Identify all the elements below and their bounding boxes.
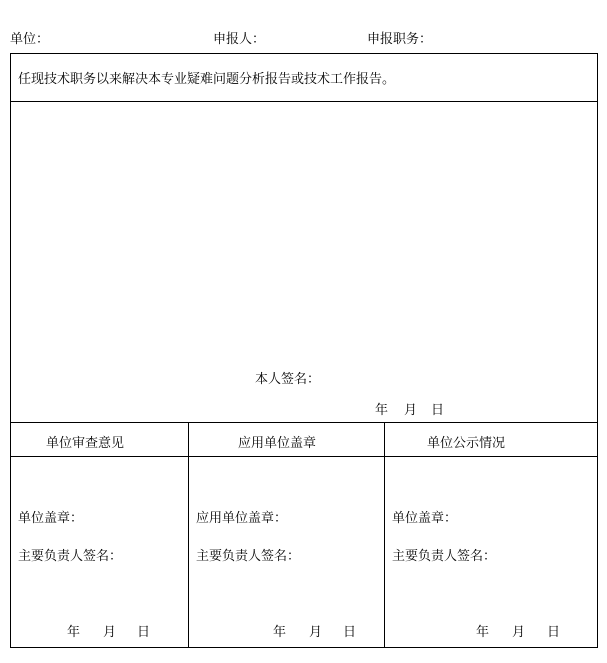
date-day: 日 [547,625,561,640]
date-year: 年 [273,625,287,640]
signer-label: 主要负责人签名： [392,549,497,564]
seal-label: 单位盖章： [18,511,84,526]
column-header: 单位审查意见 [46,436,125,451]
unit-label: 单位： [10,32,50,47]
date-month: 月 [404,403,418,418]
column-divider-2 [384,422,385,648]
signer-label: 主要负责人签名： [196,549,301,564]
position-label: 申报职务： [367,32,433,47]
column-header: 应用单位盖章 [238,436,317,451]
table-left-border [10,53,11,648]
column-header: 单位公示情况 [427,436,506,451]
report-section-bottom-border [10,422,598,423]
table-bottom-border [10,647,598,648]
table-top-border [10,53,598,54]
instruction-row-divider [10,101,598,102]
seal-label: 单位盖章： [392,511,458,526]
date-year: 年 [67,625,81,640]
date-day: 日 [137,625,151,640]
column-header-divider [10,456,598,457]
date-month: 月 [512,625,526,640]
date-day: 日 [431,403,445,418]
date-month: 月 [103,625,117,640]
date-year: 年 [476,625,490,640]
signer-label: 主要负责人签名： [18,549,123,564]
seal-label: 应用单位盖章： [196,511,288,526]
date-month: 月 [309,625,323,640]
date-day: 日 [343,625,357,640]
signature-label: 本人签名： [255,372,321,387]
table-right-border [597,53,598,648]
applicant-label: 申报人： [213,32,266,47]
column-divider-1 [188,422,189,648]
date-year: 年 [375,403,389,418]
report-instruction: 任现技术职务以来解决本专业疑难问题分析报告或技术工作报告。 [18,72,396,87]
